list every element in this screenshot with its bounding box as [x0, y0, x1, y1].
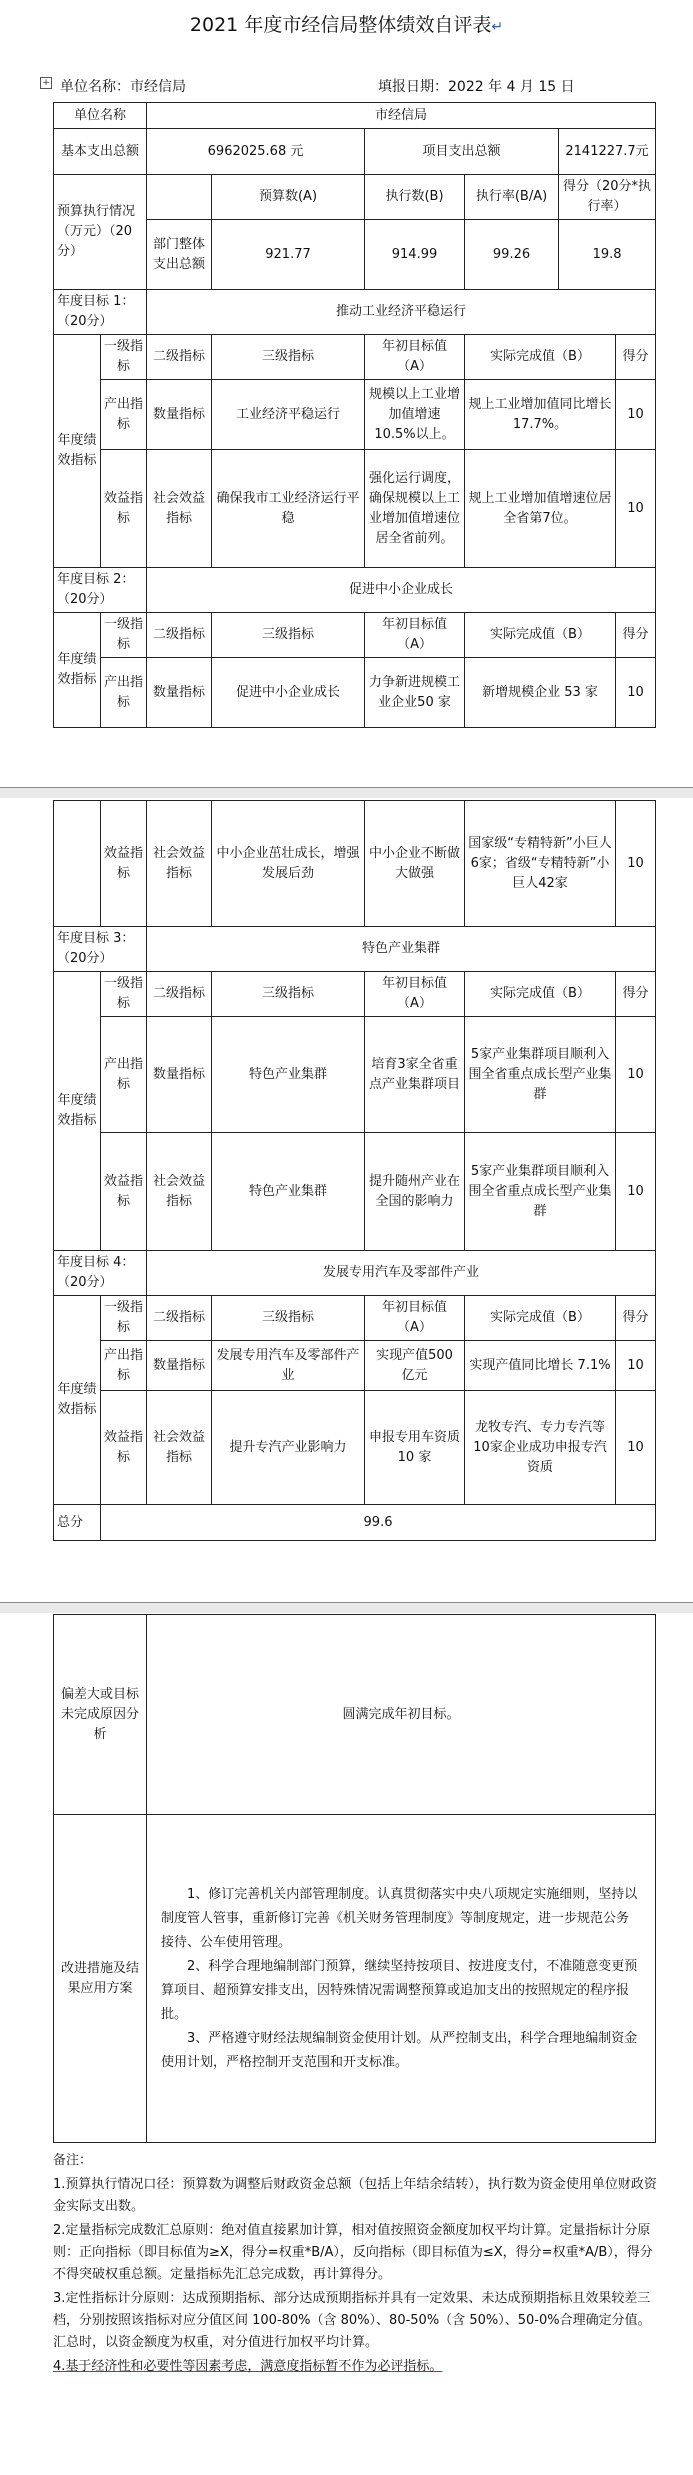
title-text: 2021 年度市经信局整体绩效自评表 — [189, 14, 492, 36]
note-item: 3.定性指标计分原则：达成预期指标、部分达成预期指标并具有一定效果、未达成预期指标且效果较差三档，分别按照该指标对应分值区间 100-80%（含 80%）、80-50%（含 50%）、50-0%合理确定分值。汇总时，以资金额度为权重，对分值进行加权平均计算。 — [53, 2291, 651, 2350]
item-target: 规模以上工业增加值增速10.5%以上。 — [365, 380, 465, 450]
col-l2: 二级指标 — [147, 613, 212, 658]
item-target: 提升随州产业在全国的影响力 — [365, 1133, 465, 1251]
item-score: 10 — [616, 801, 656, 927]
value-score: 19.8 — [559, 220, 656, 290]
item-actual: 5家产业集群项目顺利入围全省重点成长型产业集群 — [465, 1017, 616, 1133]
table-page1 — [53, 102, 656, 728]
budget-label: 预算执行情况（万元）（20分） — [54, 175, 147, 290]
item-l1: 效益指标 — [101, 801, 147, 927]
col-init: 年初目标值（A） — [365, 1296, 465, 1341]
item-target: 力争新进规模工业企业50 家 — [365, 658, 465, 728]
item-l3: 工业经济平稳运行 — [212, 380, 365, 450]
item-actual: 新增规模企业 53 家 — [465, 658, 616, 728]
item-l2: 数量指标 — [147, 658, 212, 728]
item-l1: 产出指标 — [101, 380, 147, 450]
col-l2: 二级指标 — [147, 1296, 212, 1341]
item-l3: 特色产业集群 — [212, 1017, 365, 1133]
basic-value: 6962025.68 元 — [147, 129, 365, 175]
goal4-text: 发展专用汽车及零部件产业 — [147, 1251, 656, 1296]
col-l3: 三级指标 — [212, 972, 365, 1017]
note-item: 1.预算执行情况口径：预算数为调整后财政资金总额（包括上年结余结转），执行数为资金使用单位财政资金实际支出数。 — [53, 2177, 657, 2214]
annual-indicator: 年度绩效指标 — [54, 613, 101, 728]
col-init: 年初目标值（A） — [365, 613, 465, 658]
col-l2: 二级指标 — [147, 972, 212, 1017]
col-l1: 一级指标 — [101, 1296, 147, 1341]
item-l2: 数量指标 — [147, 380, 212, 450]
item-l2: 社会效益指标 — [147, 450, 212, 568]
col-l1: 一级指标 — [101, 613, 147, 658]
col-l3: 三级指标 — [212, 335, 365, 380]
paragraph-mark-icon: ↵ — [491, 19, 504, 35]
item-actual: 规上工业增加值增速位居全省第7位。 — [465, 450, 616, 568]
goal1-label: 年度目标 1：（20分） — [54, 290, 147, 335]
item-target: 中小企业不断做大做强 — [365, 801, 465, 927]
item-actual: 5家产业集群项目顺利入围全省重点成长型产业集群 — [465, 1133, 616, 1251]
annual-indicator: 年度绩效指标 — [54, 972, 101, 1251]
item-target: 实现产值500 亿元 — [365, 1341, 465, 1391]
item-l2: 社会效益指标 — [147, 1133, 212, 1251]
basic-label: 基本支出总额 — [54, 129, 147, 175]
item-l2: 社会效益指标 — [147, 1391, 212, 1505]
goal2-text: 促进中小企业成长 — [147, 568, 656, 613]
item-l1: 效益指标 — [101, 1391, 147, 1505]
item-l3: 确保我市工业经济运行平稳 — [212, 450, 365, 568]
total-value: 99.6 — [101, 1505, 656, 1541]
col-l2: 二级指标 — [147, 335, 212, 380]
item-actual: 龙牧专汽、专力专汽等 10家企业成功申报专汽资质 — [465, 1391, 616, 1505]
item-score: 10 — [616, 1391, 656, 1505]
project-label: 项目支出总额 — [365, 129, 559, 175]
annual-indicator: 年度绩效指标 — [54, 335, 101, 568]
item-l1: 效益指标 — [101, 450, 147, 568]
table-page2 — [53, 800, 656, 1541]
header-rate: 执行率(B/A) — [465, 175, 559, 220]
item-l2: 数量指标 — [147, 1341, 212, 1391]
page-gap — [0, 1603, 693, 1613]
goal1-text: 推动工业经济平稳运行 — [147, 290, 656, 335]
col-init: 年初目标值（A） — [365, 335, 465, 380]
col-actual: 实际完成值（B） — [465, 972, 616, 1017]
item-score: 10 — [616, 658, 656, 728]
value-budget: 921.77 — [212, 220, 365, 290]
unit-value: 市经信局 — [147, 103, 656, 129]
unit-meta: 单位名称：市经信局 — [60, 79, 186, 95]
item-actual: 规上工业增加值同比增长 17.7%。 — [465, 380, 616, 450]
page-title — [0, 10, 693, 37]
item-l3: 提升专汽产业影响力 — [212, 1391, 365, 1505]
col-l1: 一级指标 — [101, 335, 147, 380]
col-l3: 三级指标 — [212, 613, 365, 658]
item-l2: 社会效益指标 — [147, 801, 212, 927]
annual-indicator-cont — [54, 801, 101, 927]
notes-heading: 备注： — [53, 2153, 93, 2168]
col-score: 得分 — [616, 972, 656, 1017]
item-l3: 发展专用汽车及零部件产业 — [212, 1341, 365, 1391]
item-target: 强化运行调度，确保规模以上工业增加值增速位居全省前列。 — [365, 450, 465, 568]
item-l3: 中小企业茁壮成长，增强发展后劲 — [212, 801, 365, 927]
item-target: 培育3家全省重点产业集群项目 — [365, 1017, 465, 1133]
item-l1: 效益指标 — [101, 1133, 147, 1251]
col-score: 得分 — [616, 1296, 656, 1341]
dept-label: 部门整体支出总额 — [147, 220, 212, 290]
item-score: 10 — [616, 1017, 656, 1133]
note-item: 2.定量指标完成数汇总原则：绝对值直接累加计算，相对值按照资金额度加权平均计算。定量指标计分原则：正向指标（即目标值为≥X，得分=权重*B/A），反向指标（即目标值为≤X，得分=权重*A/B），得分不得突破权重总额。定量指标先汇总完成数，再计算得分。 — [53, 2223, 653, 2282]
item-l1: 产出指标 — [101, 1017, 147, 1133]
item-l2: 数量指标 — [147, 1017, 212, 1133]
item-l3: 特色产业集群 — [212, 1133, 365, 1251]
page-gap — [0, 788, 693, 798]
item-target: 申报专用车资质 10 家 — [365, 1391, 465, 1505]
goal3-text: 特色产业集群 — [147, 927, 656, 972]
col-init: 年初目标值（A） — [365, 972, 465, 1017]
annual-indicator: 年度绩效指标 — [54, 1296, 101, 1505]
total-label: 总分 — [54, 1505, 101, 1541]
header-score: 得分（20分*执行率） — [559, 175, 656, 220]
item-score: 10 — [616, 450, 656, 568]
unit-label: 单位名称 — [54, 103, 147, 129]
col-actual: 实际完成值（B） — [465, 335, 616, 380]
date-meta: 填报日期：2022 年 4 月 15 日 — [378, 79, 575, 95]
col-score: 得分 — [616, 335, 656, 380]
goal2-label: 年度目标 2：（20分） — [54, 568, 147, 613]
empty-cell — [147, 175, 212, 220]
col-actual: 实际完成值（B） — [465, 1296, 616, 1341]
table-anchor-icon[interactable]: + — [40, 77, 52, 89]
col-l1: 一级指标 — [101, 972, 147, 1017]
item-l1: 产出指标 — [101, 1341, 147, 1391]
col-l3: 三级指标 — [212, 1296, 365, 1341]
goal4-label: 年度目标 4：（20分） — [54, 1251, 147, 1296]
item-actual: 实现产值同比增长 7.1% — [465, 1341, 616, 1391]
item-score: 10 — [616, 1133, 656, 1251]
item-actual: 国家级“专精特新”小巨人6家；省级“专精特新”小巨人42家 — [465, 801, 616, 927]
table-page3 — [53, 1614, 656, 2143]
project-value: 2141227.7元 — [559, 129, 656, 175]
improve-label: 改进措施及结果应用方案 — [54, 1815, 147, 2143]
improve-value: 1、修订完善机关内部管理制度。认真贯彻落实中央八项规定实施细则，坚持以制度管人管事，重新修订完善《机关财务管理制度》等制度规定，进一步规范公务接待、公车使用管理。 2、科学合理地编制部门预算，继续坚持按项目、按进度支付，不准随意变更预算项目、超预算安排支出，因特殊情况需调整预算或追加支出的按照规定的程序报批。 3、严格遵守财经法规编制资金使用计划。从严控制支出，科学合理地编制资金使用计划，严格控制开支范围和开支标准。 — [147, 1815, 656, 2143]
header-budget: 预算数(A) — [212, 175, 365, 220]
deviation-label: 偏差大或目标未完成原因分析 — [54, 1615, 147, 1815]
value-exec: 914.99 — [365, 220, 465, 290]
header-exec: 执行数(B) — [365, 175, 465, 220]
col-score: 得分 — [616, 613, 656, 658]
item-l1: 产出指标 — [101, 658, 147, 728]
value-rate: 99.26 — [465, 220, 559, 290]
col-actual: 实际完成值（B） — [465, 613, 616, 658]
item-score: 10 — [616, 380, 656, 450]
note-item: 4.基于经济性和必要性等因素考虑，满意度指标暂不作为必评指标。 — [53, 2359, 443, 2374]
item-score: 10 — [616, 1341, 656, 1391]
goal3-label: 年度目标 3：（20分） — [54, 927, 147, 972]
item-l3: 促进中小企业成长 — [212, 658, 365, 728]
notes-section — [53, 2150, 658, 2380]
deviation-value: 圆满完成年初目标。 — [147, 1615, 656, 1815]
